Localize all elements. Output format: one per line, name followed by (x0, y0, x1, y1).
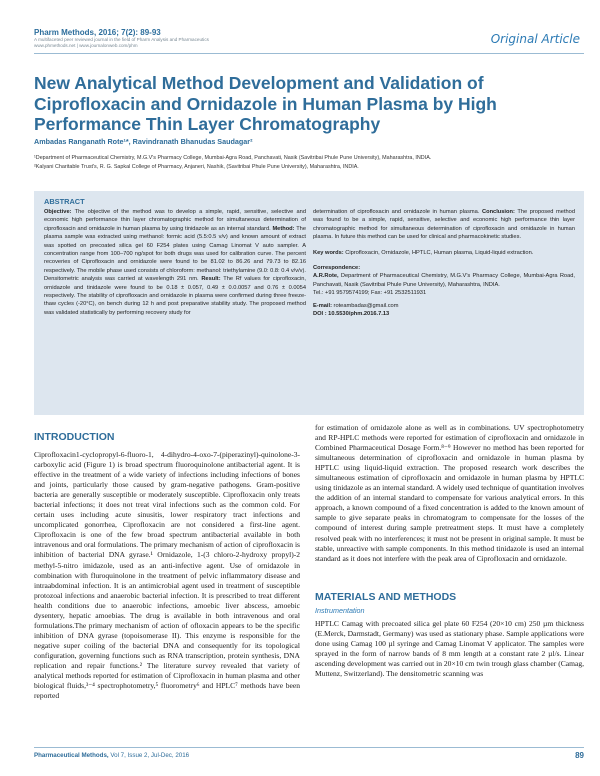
affiliation-2: ²Kalyani Charitable Trust's, R. G. Sapkal College of Pharmacy, Anjaneri, Nashik, (Savitribai Phule Pune University), Maharashtra, INDIA. (34, 164, 359, 170)
correspondence-heading: Correspondence: (313, 265, 361, 272)
method-text: The plasma sample was extracted using methanol: formic acid (5.5:0.5 v/v) and known amount of extract was spotted on precoated silica gel 60 F254 plates using Camag Linomat V auto sampler. A concentration range from 100–700 ng/spot for both drugs was used for calibration curve. The percent recoveries of Ciprofloxacin and ornidazole were found to be 81.02 to 86.26 and 79.73 to 82.16 respectively. The mobile phase used consists of chloroform: methanol: triethylamine (9.0: 0.8: 0.4 v/v/v). Densitometric analysis was carried at wavelength 291 nm. (44, 225, 306, 283)
page-number: 89 (575, 751, 584, 760)
conclusion-label: Conclusion: (482, 209, 515, 215)
correspondence-address-text: Department of Pharmaceutical Chemistry, M.G.V's Pharmacy College, Mumbai-Agra Road, Panchavati, Nasik (Savitribai Phule Pune University), Maharashtra, INDIA. (313, 273, 575, 288)
abstract-left-column (44, 208, 306, 317)
introduction-left-column: Ciprofloxacin1-cyclopropyl-6-fluoro-1, 4-dihydro-4-oxo-7-(piperazinyl)-quinolone-3-carboxylic acid (Figure 1) is broad spectrum fluoroquinolone antibacterial agent. It is effective in the treatment of a wide variety of infections including infections of bones and joints, particularly those caused by gram-negative pathogens. Gram-positive bacteria are generally susceptible or moderately susceptible. Ciprofloxacin only treats bacterial infections; it does not treat viral infections such as the common cold. For certain uses including acute sinusitis, lower respiratory tract infections and uncomplicated gonorrhea, Ciprofloxacin are not considered a first-line agent. Ciprofloxacin is one of the few broad spectrum antibacterial available in both intravenous and oral formulations. The primary mechanism of action of ciprofloxacin is inhibition of bacterial DNA gyrase.¹ Ornidazole, 1-(3 chloro-2-hydroxy propyl)-2 methyl-5-nitro imidazole, used as an anti-infective agent. Use of ornidazole in combination with fluroquinolone in the treatment of pelvic inflammatory disease and intraabdominal infection. It is an antimicrobial agent used in treatment of susceptible protozoal infections and anaerobic bacterial infection. It is prescribed to treat different health conditions due to anaerobic infections, amoebic liver abscess, amoebic dysentery, hepatic amoebias. The drug is available in both intravenous and oral formulations.The primary mechanism of action of ofloxacin appears to be the specific inhibition of DNA gyrase (topoisomerase II). This enzyme is responsible for the negative super coiling of the bacterial DNA and consequently for its topological configuration, governing functions such as RNA transcription, protein synthesis, DNA replication and repair functions.² The literature survey revealed that variety of analytical methods reported for estimation of Ciprofloxacin in human plasma and other biological fluids,³⁻⁴ spectrophotometry,⁵ fluorometry⁶ and HPLC⁷ methods have been reported (34, 450, 300, 701)
footer-issue: Vol 7, Issue 2, Jul-Dec, 2016 (108, 752, 190, 759)
method-label: Method: (272, 225, 295, 232)
result-text: The Rf values for ciprofloxacin, ornidazole and tinidazole were found to be 0.18 ± 0.057, 0.49 ± 0.0.0057 and 0.76 ± 0.0054 respectively. The stability of ciprofloxacin and ornidazole in plasma were confirmed during three freeze-thaw cycles (-20°C), on bench during 12 h and post preparative stability study. The proposed method was validated statistically by performing recovery study for (44, 276, 306, 316)
objective-text: The objective of the method was to develop a simple, rapid, sensitive, selective and economic high performance thin layer chromatographic method for simultaneous determination of ciprofloxacin and ornidazole in human plasma by using tinidazole as an internal standard. (44, 209, 306, 232)
methods-heading: MATERIALS AND METHODS (315, 591, 457, 603)
page-footer (34, 752, 584, 759)
article-type-label: Original Article (490, 32, 580, 46)
doi-label: DOI : (313, 311, 327, 318)
conclusion-text: The proposed method was found to be a simple, rapid, sensitive, selective and economic high performance thin layer chromatographic method for simultaneous determination of ciprofloxacin and ornidazole in human plasma. In future this method can be used for clinical and pharmacokinetic studies. (313, 209, 576, 241)
footer-divider (34, 747, 584, 748)
keywords-block (313, 249, 575, 257)
abstract-heading: ABSTRACT (44, 197, 85, 206)
doi-line (313, 310, 575, 318)
keywords-text: Ciprofloxacin, Ornidazole, HPTLC, Human plasma, Liquid-liquid extraction. (343, 249, 534, 256)
introduction-heading: INTRODUCTION (34, 431, 115, 443)
affiliation-1: ¹Department of Pharmaceutical Chemistry, M.G.V's Pharmacy College, Mumbai-Agra Road, Panchavati, Nasik (Savitribai Phule Pune University), Maharashtra, INDIA. (34, 155, 432, 161)
email-label: E-mail: (313, 302, 332, 309)
instrumentation-text: HPTLC Camag with precoated silica gel plate 60 F254 (20×10 cm) 250 µm thickness (E.Merck, Darmstadt, Germany) was used as stationary phase. Sample applications were done using Camag 100 µl syringe and Camag Linomat V applicator. The samples were sprayed in the form of narrow bands of 8 mm length at a constant rate 2 µl/s. Linear ascending development was carried out in 20×10 cm twin trough glass chamber (Camag, Muttenz, Switzerland). The densitometric scanning was (315, 619, 584, 679)
correspondence-phone: Tel.: +91 9579574199; Fax: +91 2532511931 (313, 290, 427, 297)
objective-label: Objective: (44, 209, 72, 215)
header-divider (34, 53, 584, 54)
affiliations (34, 154, 584, 172)
email-line (313, 302, 575, 310)
article-title: New Analytical Method Development and Validation of Ciprofloxacin and Ornidazole in Human Plasma by High Performance Thin Layer Chromatography (34, 73, 497, 134)
abstract-box (34, 191, 584, 415)
keywords-label: Key words: (313, 249, 344, 256)
journal-citation: Pharm Methods, 2016; 7(2): 89-93 (34, 28, 161, 37)
journal-tagline: A multifaceted peer reviewed journal in the field of Pharm Analysis and Pharmaceutics (34, 37, 209, 42)
email-link[interactable]: roteambadas@gmail.com (331, 302, 399, 309)
conclusion-block (313, 208, 575, 242)
correspondence-address (313, 272, 575, 289)
result-label: Result: (201, 276, 221, 283)
footer-journal: Pharmaceutical Methods, (34, 752, 109, 759)
journal-urls: www.phmethods.net | www.journalonweb.com/phm (34, 43, 138, 48)
abstract-right-column (313, 208, 575, 318)
instrumentation-subheading: Instrumentation (315, 606, 365, 615)
doi-link[interactable]: 10.5530/phm.2016.7.13 (326, 311, 390, 318)
correspondence-name: A.R.Rote, (313, 273, 339, 280)
abstract-continuation: determination of ciprofloxacin and ornidazole in human plasma. (313, 209, 482, 215)
author-list: Ambadas Ranganath Rote¹*, Ravindranath Bhanudas Saudagar² (34, 137, 253, 146)
introduction-right-column: for estimation of ornidazole alone as well as in combinations. UV spectrophotometry and RP-HPLC methods were reported for estimation of ciprofloxacin and ornidazole in Combined Pharmaceutical Dosage Form.⁸⁻⁹ However no method has been reported for simultaneous determination of ciprofloxacin and ornidazole in human plasma by HPTLC using liquid-liquid extraction. The proposed research work describes the simultaneous estimation of ciprofloxacin and ornidazole in human plasma by HPTLC using tinidazole as an internal standard. A widely used technique of quantitation involves the addition of an internal standard to compensate for various analytical errors. In this approach, a known compound of a fixed concentration is added to the known amount of sample to give separate peaks in chromatogram to compensate for the losses of the compound of interest during sample pretreatment steps. It must have a completely resolved peak with no interferences; it must not be present in original sample. It must be stable, unreactive with sample components. In this method tinidazole is used an internal standard as it does not interfere with the peak area of Ciprofloxacin and ornidazole. (315, 423, 584, 563)
